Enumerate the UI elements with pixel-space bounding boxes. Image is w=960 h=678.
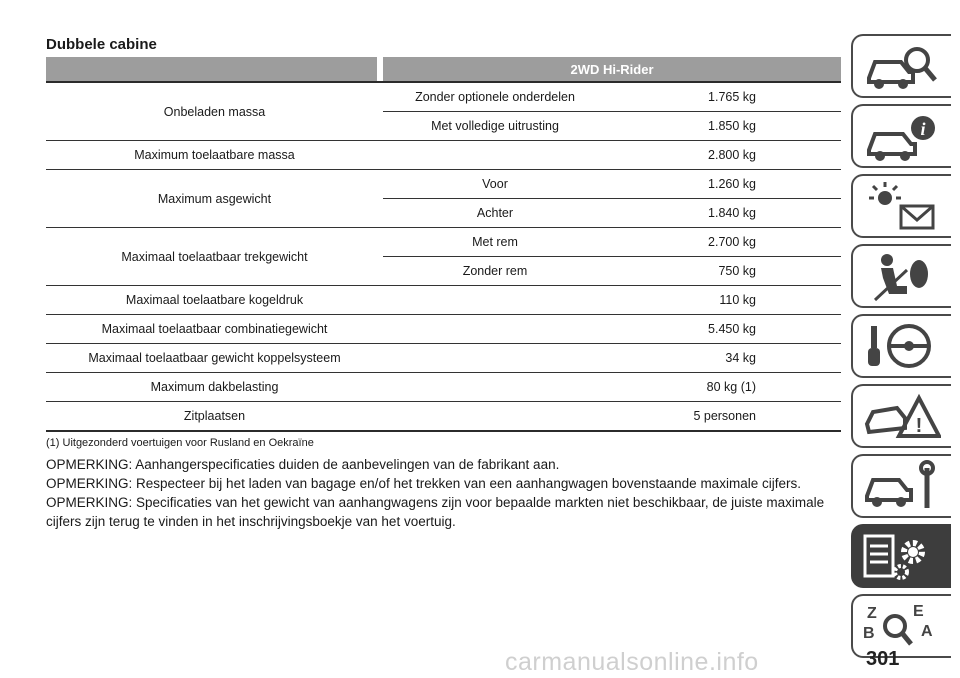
- sub-value: 750 kg: [718, 264, 756, 278]
- key-steering-wheel-icon: [861, 320, 941, 374]
- section-title: Dubbele cabine: [46, 36, 157, 53]
- chapter-tabs: [851, 34, 951, 664]
- car-crash-warning-icon: [861, 390, 941, 444]
- table-row: [46, 344, 841, 373]
- row-sub-entry: [383, 111, 841, 140]
- row-label: Onbeladen massa: [163, 104, 266, 119]
- table-body: [46, 83, 841, 431]
- sub-value: 34 kg: [725, 351, 756, 365]
- table-row: [46, 402, 841, 431]
- header-blank-cell: [46, 57, 377, 81]
- sub-value: 1.850 kg: [708, 119, 756, 133]
- airbag-passenger-icon: [861, 250, 941, 304]
- row-sub-entry: [383, 83, 841, 111]
- table-row: [46, 170, 841, 228]
- tab-specifications[interactable]: [851, 524, 951, 588]
- tab-maintenance[interactable]: [851, 454, 951, 518]
- warning-light-message-icon: [861, 180, 941, 234]
- note-respect-limits: OPMERKING: Respecteer bij het laden van bagage en/of het trekken van een aanhangwagen bovenstaande maximale cijfers.: [46, 476, 801, 491]
- sub-value: 2.800 kg: [708, 148, 756, 162]
- tab-emergency[interactable]: [851, 384, 951, 448]
- sub-value: 80 kg (1): [706, 380, 756, 394]
- tab-safety[interactable]: [851, 244, 951, 308]
- tab-car-info[interactable]: [851, 104, 951, 168]
- car-search-icon: [861, 40, 941, 94]
- sub-value: 110 kg: [719, 293, 756, 307]
- row-label: Maximum asgewicht: [157, 191, 272, 206]
- sub-condition: Zonder rem: [462, 264, 528, 278]
- car-wrench-icon: [861, 460, 941, 514]
- svg-text:!: !: [915, 415, 923, 437]
- row-sub-entry: [383, 315, 841, 343]
- table-row: [46, 373, 841, 402]
- sub-condition: Met volledige uitrusting: [431, 119, 559, 133]
- tab-starting-driving[interactable]: [851, 314, 951, 378]
- table-row: [46, 315, 841, 344]
- page-number: 301: [866, 648, 900, 670]
- tab-warning-lights[interactable]: [851, 174, 951, 238]
- svg-text:B: B: [863, 625, 875, 642]
- note-market-availability: OPMERKING: Specificaties van het gewicht van aanhangwagens zijn voor bepaalde markten niet beschikbaar, de juiste maximale cijfers zijn terug te vinden in het inschrijvingsboekje van het voertuig.: [46, 495, 825, 529]
- svg-text:E: E: [913, 603, 924, 620]
- svg-text:A: A: [921, 623, 933, 640]
- sub-value: 2.700 kg: [708, 235, 756, 249]
- car-info-icon: [861, 110, 941, 164]
- row-label: Maximaal toelaatbare kogeldruk: [125, 293, 304, 307]
- row-label: Maximum dakbelasting: [150, 380, 279, 394]
- sub-value: 5 personen: [693, 409, 756, 423]
- row-label: Zitplaatsen: [183, 409, 246, 423]
- specifications-gear-icon: [861, 530, 941, 584]
- footnote: (1) Uitgezonderd voertuigen voor Rusland en Oekraïne: [46, 437, 314, 449]
- sub-value: 1.840 kg: [708, 206, 756, 220]
- row-sub-entry: [383, 141, 841, 169]
- watermark: carmanualsonline.info: [505, 648, 759, 676]
- table-row: [46, 228, 841, 286]
- table-row: [46, 141, 841, 170]
- sub-value: 1.260 kg: [708, 177, 756, 191]
- table-row: [46, 286, 841, 315]
- row-sub-entry: [383, 402, 841, 430]
- sub-condition: Met rem: [472, 235, 518, 249]
- row-sub-entry: [383, 373, 841, 401]
- note-trailer-specs: OPMERKING: Aanhangerspecificaties duiden de aanbevelingen van de fabrikant aan.: [46, 457, 560, 472]
- sub-condition: Voor: [482, 177, 508, 191]
- table-header: [46, 57, 841, 81]
- row-sub-entry: [383, 256, 841, 285]
- row-sub-entry: [383, 198, 841, 227]
- row-label: Maximaal toelaatbaar trekgewicht: [121, 249, 308, 264]
- row-sub-entry: [383, 286, 841, 314]
- sub-value: 1.765 kg: [708, 90, 756, 104]
- row-sub-entry: [383, 344, 841, 372]
- svg-text:i: i: [920, 119, 926, 139]
- header-model: 2WD Hi-Rider: [383, 57, 841, 81]
- row-sub-entry: [383, 228, 841, 256]
- sub-condition: Achter: [476, 206, 514, 220]
- row-label: Maximum toelaatbare massa: [134, 148, 295, 162]
- specs-table: [46, 57, 841, 432]
- table-row: [46, 83, 841, 141]
- notes: [46, 455, 836, 531]
- row-sub-entry: [383, 170, 841, 198]
- row-label: Maximaal toelaatbaar combinatiegewicht: [101, 322, 328, 336]
- svg-text:Z: Z: [867, 605, 877, 622]
- tab-car-search[interactable]: [851, 34, 951, 98]
- sub-condition: Zonder optionele onderdelen: [415, 90, 575, 104]
- sub-value: 5.450 kg: [708, 322, 756, 336]
- row-label: Maximaal toelaatbaar gewicht koppelsysteem: [88, 351, 341, 365]
- index-a-z-search-icon: [861, 600, 941, 654]
